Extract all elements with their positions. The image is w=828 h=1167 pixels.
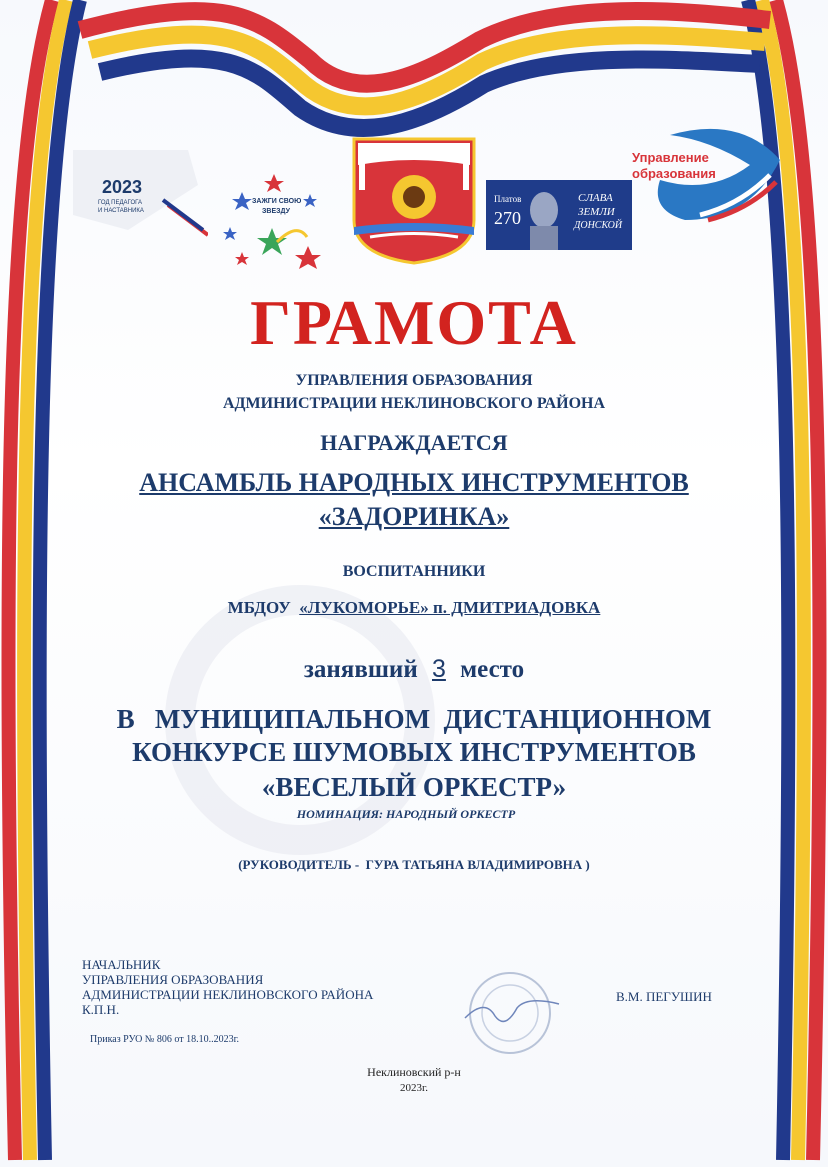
official-stamp	[455, 968, 565, 1058]
signatory-name: В.М. ПЕГУШИН	[616, 989, 712, 1004]
place-number: 3	[432, 655, 446, 683]
nomination-line: НОМИНАЦИЯ: НАРОДНЫЙ ОРКЕСТР	[296, 807, 516, 821]
footer-year: 2023г.	[399, 1082, 429, 1094]
education-department-logo	[630, 120, 790, 230]
star-contest-logo	[222, 172, 330, 276]
order-reference: Приказ РУО № 806 от 18.10..2023г.	[90, 1034, 240, 1045]
competition-line-3: «ВЕСЕЛЫЙ ОРКЕСТР»	[261, 772, 567, 802]
star-logo-text-1: ЗАЖГИ СВОЮ	[252, 198, 302, 205]
school-line	[0, 598, 828, 618]
star-logo-text-2: ЗВЕЗДУ	[262, 208, 290, 215]
footer-place: Неклиновский р-н	[367, 1065, 461, 1079]
place-line	[0, 655, 828, 684]
signature-block	[82, 957, 373, 1017]
pupils-label: ВОСПИТАННИКИ	[342, 563, 486, 580]
school-name: «ЛУКОМОРЬЕ» п. ДМИТРИАДОВКА	[299, 598, 601, 617]
signature-line-3: АДМИНИСТРАЦИИ НЕКЛИНОВСКОГО РАЙОНА	[82, 987, 374, 1002]
year-logo-caption-1: ГОД ПЕДАГОГА	[98, 200, 142, 206]
edu-logo-text-1: Управление	[632, 150, 709, 165]
place-suffix: место	[460, 656, 525, 683]
org-line-2: АДМИНИСТРАЦИИ НЕКЛИНОВСКОГО РАЙОНА	[222, 395, 606, 412]
org-line-1: УПРАВЛЕНИЯ ОБРАЗОВАНИЯ	[295, 372, 533, 389]
edu-logo-text-2: образования	[632, 166, 716, 181]
slava-text-1: СЛАВА	[578, 192, 613, 204]
place-prefix: занявший	[303, 656, 418, 683]
ensemble-name-line-2: «ЗАДОРИНКА»	[318, 502, 510, 531]
competition-line-2: КОНКУРСЕ ШУМОВЫХ ИНСТРУМЕНТОВ	[132, 737, 696, 767]
school-prefix: МБДОУ	[227, 598, 300, 617]
awarded-heading: НАГРАЖДАЕТСЯ	[320, 430, 508, 455]
signature-line-1: НАЧАЛЬНИК	[82, 957, 161, 972]
year-logo-caption-2: И НАСТАВНИКА	[98, 208, 144, 214]
slava-text-2: ЗЕМЛИ	[578, 206, 615, 218]
leader-line: (РУКОВОДИТЕЛЬ - ГУРА ТАТЬЯНА ВЛАДИМИРОВНА )	[238, 857, 590, 872]
platov-text-1: Платов	[494, 194, 522, 204]
ensemble-name-line-1: АНСАМБЛЬ НАРОДНЫХ ИНСТРУМЕНТОВ	[139, 468, 689, 497]
year-logo-number: 2023	[102, 177, 143, 197]
signature-line-4: К.П.Н.	[82, 1002, 120, 1017]
certificate-title: ГРАМОТА	[250, 287, 578, 358]
coat-of-arms-emblem	[350, 135, 478, 265]
signature-line-2: УПРАВЛЕНИЯ ОБРАЗОВАНИЯ	[82, 972, 264, 987]
platov-text-2: 270	[494, 208, 521, 228]
competition-line-1: В МУНИЦИПАЛЬНОМ ДИСТАНЦИОННОМ	[116, 704, 712, 734]
platov-270-logo	[486, 180, 632, 250]
year-of-teacher-logo	[68, 145, 208, 240]
slava-text-3: ДОНСКОЙ	[574, 220, 623, 231]
